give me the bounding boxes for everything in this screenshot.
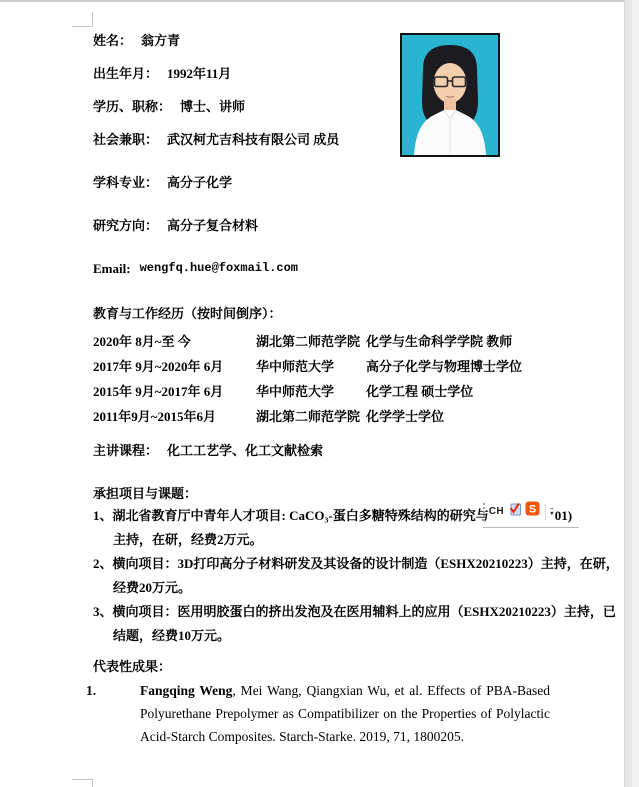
page-right-edge [624,0,632,787]
keyboard-check-icon[interactable] [509,500,522,524]
projects-list [93,503,619,648]
margin-mark-bottom-left [92,779,93,787]
publication-number: 1. [86,683,97,698]
drag-handle-icon[interactable] [483,503,485,521]
achievements-heading: 代表性成果： [93,659,172,674]
field-label: Email: [93,261,131,276]
field-value: 武汉柯尤吉科技有限公司 成员 [167,132,340,147]
publication-citation: , Mei Wang, Qiangxian Wu, et al. Effects of PBA-Based Polyurethane Prepolymer as Compatibilizer on the Properties of Polylactic Acid-Starch Composites. Starch-Starke. 2019, 71, 1800205. [140,683,550,744]
project-item-3-line-1: 3、横向项目：医用明胶蛋白的挤出发泡及在医用辅料上的应用（ESHX20210223）主持，已 [93,604,616,619]
email-value: wengfq.hue@foxmail.com [139,261,298,275]
project-item-2-line-1: 2、横向项目：3D打印高分子材料研发及其设备的设计制造（ESHX20210223）主持，在研， [93,556,619,571]
field-value: 高分子复合材料 [167,218,259,233]
projects-heading: 承担项目与课题： [93,486,198,501]
field-label: 姓名： [93,33,133,48]
edu-period: 2020年 8月~至 今 [93,334,191,349]
field-label: 学科专业： [93,175,159,190]
project-item-2-line-2: 经费20万元。 [113,580,192,595]
field-value: 1992年11月 [167,66,232,81]
education-row [93,354,550,379]
field-value: 高分子化学 [167,175,233,190]
id-photo [400,33,500,157]
field-label: 学历、职称： [93,99,172,114]
margin-mark-top-left [92,12,93,27]
ime-overlay-anchor [488,503,555,520]
edu-institution: 华中师范大学 [256,384,335,399]
info-row-discipline [93,176,550,189]
sogou-s-icon[interactable] [525,500,540,524]
id-photo-illustration [402,35,498,155]
edu-detail: 化学与生命科学学院 教师 [366,334,513,349]
svg-text:S: S [528,503,537,516]
field-value: 博士、讲师 [180,99,246,114]
project-item-3-line-2: 结题，经费10万元。 [113,628,231,643]
language-bar[interactable] [483,497,579,528]
field-value: 翁方青 [141,33,181,48]
language-indicator[interactable]: CH [488,506,505,517]
field-label: 研究方向： [93,218,159,233]
edu-period: 2015年 9月~2017年 6月 [93,384,224,399]
education-heading: 教育与工作经历（按时间倒序）： [93,306,282,321]
margin-mark-top-left [72,26,93,27]
field-label: 出生年月： [93,66,159,81]
education-row [93,379,550,404]
courses-label: 主讲课程： [93,443,159,458]
window-top-edge [0,0,639,2]
publication-authors: Fangqing Weng [140,683,233,698]
edu-period: 2017年 9月~2020年 6月 [93,359,224,374]
field-label: 社会兼职： [93,132,159,147]
edu-institution: 湖北第二师范学院 [256,334,361,349]
info-row-email [93,262,550,275]
courses-value: 化工工艺学、化工文献检索 [167,443,324,458]
options-arrows-icon[interactable]: – ▾ [545,504,553,520]
edu-institution: 湖北第二师范学院 [256,409,361,424]
edu-period: 2011年9月~2015年6月 [93,409,217,424]
info-row-research [93,219,550,232]
courses-row [93,444,550,457]
edu-detail: 化学工程 硕士学位 [366,384,474,399]
scroll-gutter[interactable] [632,0,639,787]
education-row [93,404,550,429]
publication-item [86,679,550,748]
project-item-1-line-1: 1、湖北省教育厅中青年人才项目: CaCO₃-蛋白多糖特殊结构的研究与 CH S – ▾ 01) [93,504,550,528]
education-row [93,329,550,354]
margin-mark-bottom-left [72,779,93,780]
edu-institution: 华中师范大学 [256,359,335,374]
project-item-1-line-2: 主持，在研，经费2万元。 [113,532,263,547]
edu-detail: 化学学士学位 [366,409,445,424]
edu-detail: 高分子化学与物理博士学位 [366,359,523,374]
